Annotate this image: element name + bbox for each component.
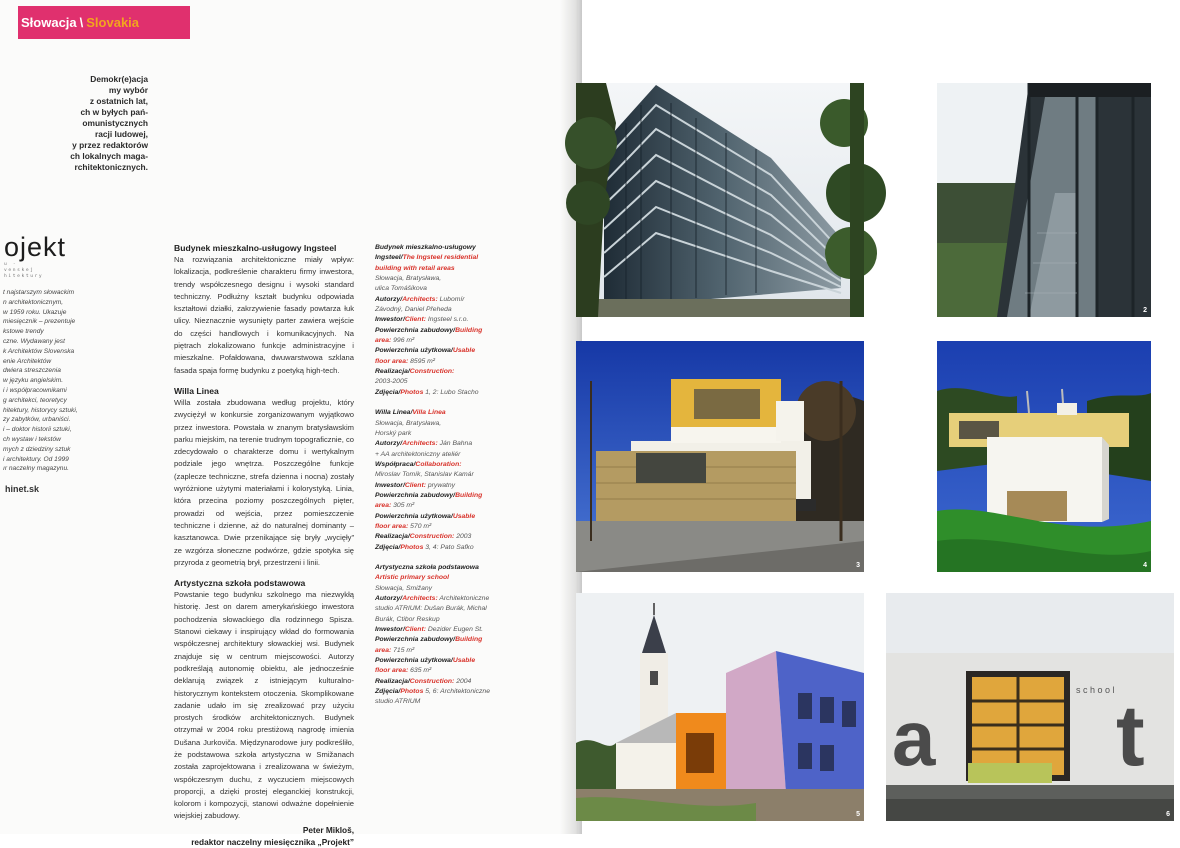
info-key: Autorzy/ <box>375 440 403 448</box>
photo-art-school-entrance <box>886 593 1174 821</box>
logo-subtitle-2: venskej <box>4 268 35 273</box>
info-row <box>375 677 480 687</box>
info-key-en: Photos <box>400 543 424 551</box>
info-value: 1, 2: Lubo Stacho <box>423 388 479 396</box>
info-key-en: Construction: <box>409 533 455 541</box>
logo-subtitle-3: hitektury <box>4 274 44 279</box>
info-key-en: floor area: <box>375 522 409 530</box>
info-key-en: Usable <box>452 657 476 665</box>
article-paragraph-school: Powstanie tego budynku szkolnego ma niezwykłą historię. Jest on darem amerykańskiego inwestora pochodzenia słowackiego dla rodzinnego Spisza. Stanowi ciekawy i inspirujący wkład do formowania współczesnej architektury słowackiej wsi. Budynek znajduje się w centrum miejscowości. Autorzy podkreślają autonomię obiektu, ale jednocześnie deklarują związek z istniejącym kulturalno-historycznym kontekstem otoczenia. Skomplikowane zadanie udało im się zrealizować przy użyciu prostych środków architektonicznych. Budynek otrzymał w 2004 roku prestiżową nagrodę imienia Dušana Jurkoviča. Międzynarodowe jury podkreśliło, że podstawowa szkoła artystyczna w Smižanach została zaprojektowana i zrealizowana w świeżym, współczesnym duchu, z wyczuciem miejscowych proporcji, a dzięki prostej eleganckiej konstrukcji, kolorom i kompozycji, stanowi odważne dopełnienie wiejskiej zabudowy. <box>174 590 354 821</box>
info-value: 570 m² <box>408 522 432 530</box>
photo-art-school-exterior <box>576 593 864 821</box>
info-key: Inwestor/ <box>375 481 405 489</box>
info-key-en: Photos <box>400 688 424 696</box>
info-row <box>375 315 480 325</box>
info-key-en: Architects: <box>402 440 438 448</box>
info-key-en: Collaboration: <box>415 460 462 468</box>
info-value: studio ATRIUM: Dušan Burák, Michal <box>375 605 487 613</box>
info-location: Słowacja, Smižany <box>375 584 433 592</box>
photo-number: 6 <box>1166 811 1170 818</box>
info-key-en: Usable <box>452 347 476 355</box>
info-title-en: The Ingsteel residential <box>402 254 479 262</box>
info-row <box>375 512 480 522</box>
info-row <box>375 460 480 470</box>
sidebar-line: miesięcznik – prezentuje <box>3 318 76 326</box>
info-key: Powierzchnia użytkowa/ <box>375 657 453 665</box>
sidebar-line: dwiera streszczenia <box>3 367 61 375</box>
article-heading-school: Artystyczna szkoła podstawowa <box>174 578 306 589</box>
photo-villa-linea <box>576 341 864 572</box>
section-title-pl: Słowacja <box>21 15 77 30</box>
info-value: Burák, Ctibor Reskup <box>375 615 440 623</box>
info-value: 2004 <box>454 677 472 685</box>
project-info-column <box>375 243 490 718</box>
info-row <box>375 470 480 480</box>
info-title-en: Artistic primary school <box>375 574 450 582</box>
info-row <box>375 346 480 356</box>
info-row <box>375 656 480 666</box>
info-title: Budynek mieszkalno-usługowy <box>375 244 476 251</box>
info-row <box>375 481 480 491</box>
info-value: Lubomír <box>437 295 465 303</box>
intro-line: y przez redaktorów <box>72 140 148 150</box>
info-key: Powierzchnia użytkowa/ <box>375 347 453 355</box>
info-value: Závodný, Daniel Přeheda <box>375 306 452 314</box>
info-key-en: Building <box>455 491 483 499</box>
info-key: Powierzchnia użytkowa/ <box>375 512 453 520</box>
sidebar-line: i i współpracownikami <box>3 386 67 394</box>
sidebar-line: mych z dziedziny sztuk <box>3 445 71 453</box>
info-row <box>375 357 480 367</box>
info-row <box>375 501 480 511</box>
info-key-en: Architects: <box>402 595 438 602</box>
info-title-mixed <box>375 408 480 418</box>
info-row <box>375 305 480 315</box>
sidebar-line: enie Architektów <box>3 357 52 365</box>
info-key-en: Client: <box>404 481 426 489</box>
info-key: Realizacja/ <box>375 368 410 376</box>
info-key-en: Client: <box>404 626 426 634</box>
info-key: Realizacja/ <box>375 533 410 541</box>
intro-line: ch lokalnych maga- <box>70 151 148 161</box>
info-value: 996 m² <box>391 337 415 345</box>
info-value: 2003-2005 <box>375 378 408 386</box>
project-info-school <box>375 563 490 708</box>
info-value: 635 m² <box>408 667 432 675</box>
info-value: 2003 <box>454 533 472 541</box>
sidebar-line: n architektonicznym, <box>3 298 64 306</box>
info-key-en: Usable <box>452 512 476 520</box>
info-row <box>375 367 480 377</box>
info-row <box>375 491 483 501</box>
info-title-pl: Willa Linea/ <box>375 409 413 417</box>
sidebar-line: hitektury, historycy sztuki, <box>3 406 78 414</box>
info-key: Realizacja/ <box>375 677 410 685</box>
photo-number: 3 <box>856 562 860 569</box>
sidebar-line: g architekci, teoretycy <box>3 396 67 404</box>
info-value: Ján Bahna <box>437 440 473 448</box>
author-name: Peter Mikloš, <box>302 824 354 835</box>
sign-letter-a: a <box>892 694 936 782</box>
info-key: Inwestor/ <box>375 626 405 634</box>
info-value: 8595 m² <box>408 357 436 365</box>
info-key: Zdjęcia/ <box>375 688 401 696</box>
info-row <box>375 604 487 614</box>
article-paragraph-ingsteel: Na rozwiązania architektoniczne miały wpływ: lokalizacja, podkreślenie charakteru firmy inwestora, trendy współczesnego designu i wysoki standard techniczny. Podłużny kształt budynku odpowiada kształtowi działki, zakrzywienie fasady powtarza łuk ulicy. Nieznacznie wysunięty parter zawiera wejście do części handlowych i komunikacyjnych. Na piętrach zlokalizowano funkcje administracyjne i mieszkalne. Pofałdowana, dwuwarstwowa szklana fasada spaja formę budynku z poetyką high-tech. <box>174 255 354 375</box>
info-key: Autorzy/ <box>375 295 403 303</box>
info-title-pl: Ingsteel/ <box>375 254 403 262</box>
magazine-url[interactable]: hinet.sk <box>5 484 40 494</box>
info-key: Zdjęcia/ <box>375 543 401 551</box>
author-role: redaktor naczelny miesięcznika „Projekt” <box>191 837 354 848</box>
sidebar-line: czne. Wydawany jest <box>3 337 65 345</box>
info-row <box>375 697 480 707</box>
info-row <box>375 336 480 346</box>
intro-line: my wybór <box>108 85 148 95</box>
info-row <box>375 388 480 398</box>
info-key-en: Client: <box>404 316 426 324</box>
info-location: Słowacja, Bratysława, <box>375 275 442 283</box>
info-key-en: area: <box>375 502 392 510</box>
info-title-en: Villa Linea <box>412 409 446 417</box>
section-title-en: Slovakia <box>86 15 140 30</box>
sidebar-line: k Architektów Slovenska <box>3 347 75 355</box>
info-row <box>375 543 480 553</box>
intro-line: z ostatnich lat, <box>89 96 148 106</box>
photo-number: 5 <box>856 811 860 818</box>
info-key: Powierzchnia zabudowy/ <box>375 326 456 334</box>
info-location: Słowacja, Bratysława, <box>375 419 442 427</box>
sign-word-school: s c h o o l <box>1076 685 1115 695</box>
info-key-en: Construction: <box>409 368 455 376</box>
info-value: 715 m² <box>391 646 415 654</box>
photo-ingsteel-facade-detail <box>937 83 1151 317</box>
intro-line: rchitektonicznych. <box>74 162 148 172</box>
photo-number: 2 <box>1143 307 1147 314</box>
sidebar-line: w 1959 roku. Ukazuje <box>3 308 67 316</box>
info-key: Zdjęcia/ <box>375 388 401 396</box>
sidebar-line: ır naczelny magazynu. <box>3 465 69 473</box>
info-key: Powierzchnia zabudowy/ <box>375 636 456 644</box>
sign-letter-t: t <box>1116 688 1145 784</box>
info-value: Ingsteel s.r.o. <box>426 316 469 324</box>
info-row <box>375 522 480 532</box>
sidebar-line: i architektury. Od 1999 <box>3 455 69 463</box>
info-location: ulica Tomášikova <box>375 285 427 293</box>
photo-ingsteel-building <box>576 83 864 317</box>
article-heading-villa-linea: Willa Linea <box>174 385 219 396</box>
photo-villa-linea-garden <box>937 341 1151 572</box>
sidebar-line: zy zabytków, urbaniści. <box>3 416 71 424</box>
info-key: Współpraca/ <box>375 460 416 468</box>
info-value: prywatny <box>426 481 456 489</box>
info-value: Architektoniczne <box>437 595 490 602</box>
info-title-mixed <box>375 253 480 263</box>
section-header <box>18 6 190 39</box>
article-body <box>174 242 354 848</box>
info-row <box>375 594 490 604</box>
info-value: studio ATRIUM <box>375 698 421 706</box>
info-value: 5, 6: Architektoniczne <box>423 688 490 696</box>
info-title-en-2: building with retail areas <box>375 264 455 272</box>
sidebar-line: ch wystaw i tekstów <box>3 435 61 443</box>
intro-line: omunistycznych <box>82 118 148 128</box>
info-key: Inwestor/ <box>375 316 405 324</box>
intro-text <box>2 74 148 173</box>
info-row <box>375 450 480 460</box>
sidebar-line: t najstarszym słowackim <box>3 289 75 296</box>
info-key-en: Architects: <box>402 295 438 303</box>
info-key-en: Photos <box>400 388 424 396</box>
info-key: Powierzchnia zabudowy/ <box>375 491 456 499</box>
info-key-en: Building <box>455 636 483 644</box>
info-key-en: Building <box>455 326 483 334</box>
info-value: + AA architektoniczny ateliér <box>375 450 461 458</box>
info-key-en: floor area: <box>375 357 409 365</box>
info-row <box>375 635 483 645</box>
intro-line: ch w byłych pań- <box>80 107 148 117</box>
info-value: 305 m² <box>391 502 415 510</box>
info-title: Artystyczna szkoła podstawowa <box>375 563 479 571</box>
info-row <box>375 646 480 656</box>
sidebar-line: w języku angielskim. <box>3 377 64 385</box>
info-row <box>375 615 480 625</box>
sidebar-line: i – doktor historii sztuki, <box>3 426 72 434</box>
project-info-ingsteel <box>375 243 483 398</box>
intro-line: racji ludowej, <box>94 129 148 139</box>
info-row <box>375 625 484 635</box>
info-key-en: floor area: <box>375 667 409 675</box>
photo-number: 4 <box>1143 562 1147 569</box>
info-location: Horský park <box>375 429 412 437</box>
info-row <box>375 532 480 542</box>
article-heading-ingsteel: Budynek mieszkalno-usługowy Ingsteel <box>174 243 337 253</box>
sidebar-line: kstowe trendy <box>3 328 44 336</box>
section-title-separator: \ <box>79 15 84 30</box>
info-row <box>375 295 480 305</box>
info-row <box>375 666 480 676</box>
info-value: Miroslav Tomík, Stanislav Kamár <box>375 471 474 479</box>
logo-subtitle-1: u · <box>4 262 18 267</box>
info-row <box>375 377 480 387</box>
info-key: Autorzy/ <box>375 595 403 602</box>
info-value: 3, 4: Pato Safko <box>423 543 474 551</box>
info-key-en: area: <box>375 646 392 654</box>
logo-word: ojekt <box>4 232 67 262</box>
project-info-villa-linea <box>375 408 483 553</box>
magazine-description <box>3 288 85 474</box>
info-row <box>375 326 483 336</box>
info-row <box>375 439 480 449</box>
info-row <box>375 687 490 697</box>
article-paragraph-villa-linea: Willa została zbudowana według projektu, który zwyciężył w konkursie zorganizowanym wyjątkowo przez inwestora. Powstała w znanym bratysławskim parku miejskim, na terenie trudnym topograficznie, co zdecydowało o charakterze domu i wertykalnym podziale jego wnętrza. Poszczególne funkcje (zaplecze techniczne, strefa dzienna i nocna) zostały wyróżnione użytymi materiałami i kolorystyką. Linia, która przecina poziomy poszczególnych pięter, prowadzi od wejścia, przez pomieszczenie techniczne i dzienne, aż do naturalnej dominanty – kasztanowca. Dwie przenikające się bryły „wycięły” ze wzgórza słoneczne podwórze, gdzie spotyka się przyroda z geometrią brył, przestrzeni i linii. <box>174 397 354 567</box>
info-key-en: Construction: <box>409 677 455 685</box>
magazine-logo <box>4 232 94 280</box>
info-value: Dezider Eugen St. <box>426 626 484 634</box>
intro-line: Demokr(e)acja <box>90 74 148 84</box>
info-key-en: area: <box>375 337 392 345</box>
